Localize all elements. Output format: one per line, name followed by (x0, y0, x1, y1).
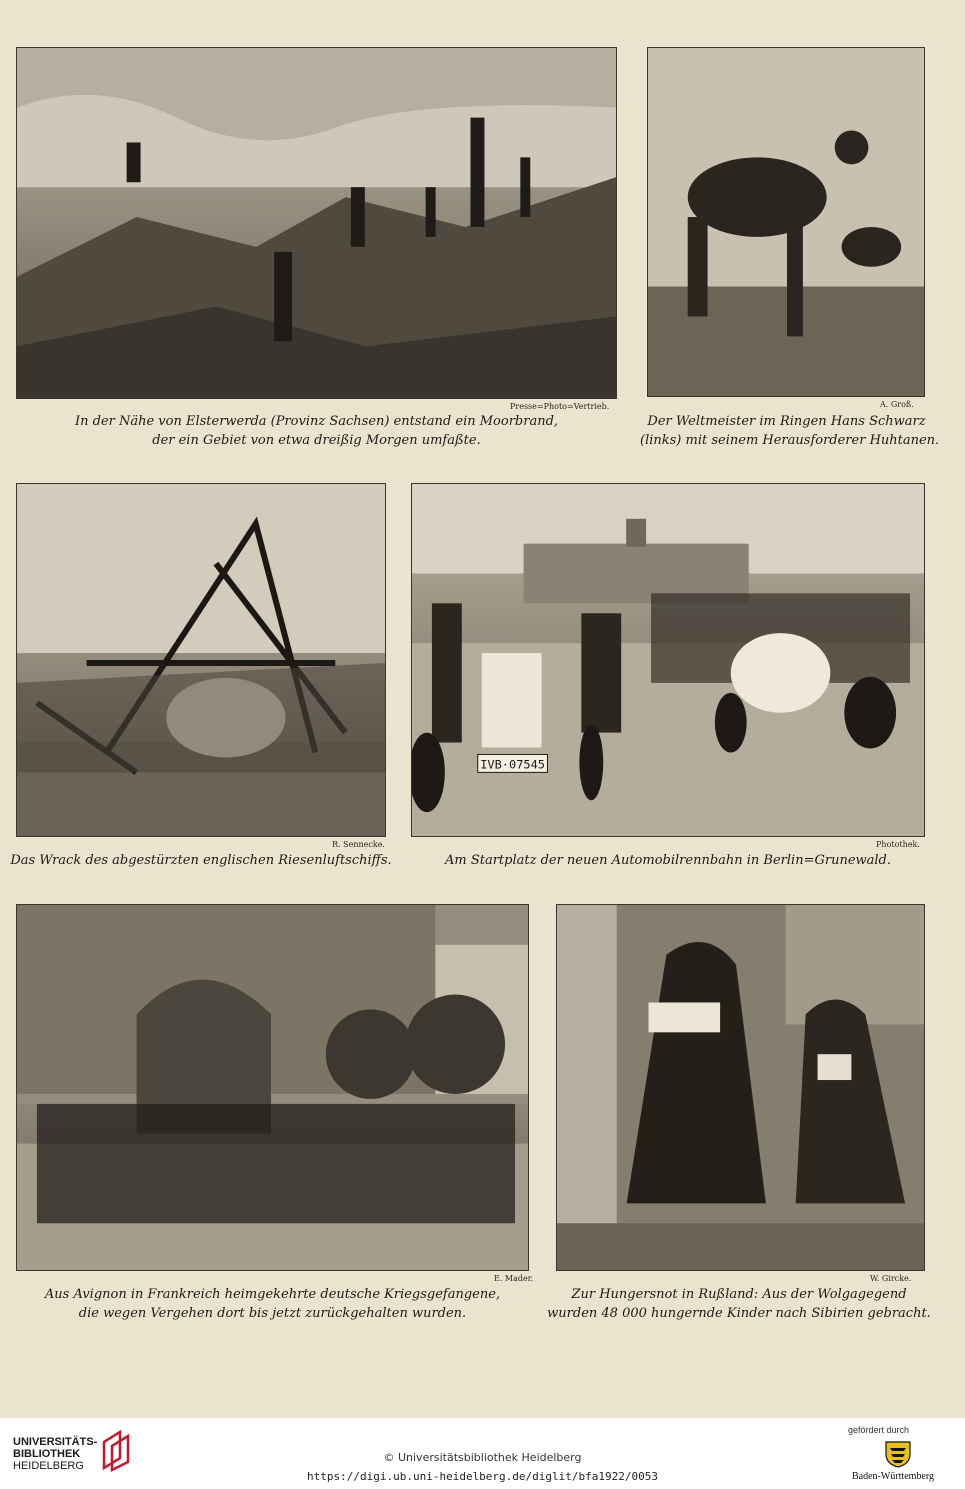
photo-caption (16, 412, 617, 450)
photo-caption (16, 1285, 529, 1323)
caption-line: Der Weltmeister im Ringen Hans Schwarz (647, 414, 926, 429)
photo-credit: Presse=Photo=Vertrieb. (510, 402, 610, 411)
library-name-line: UNIVERSITÄTS- (13, 1436, 98, 1448)
license-plate-text: IVB·07545 (480, 757, 545, 772)
library-name-line: HEIDELBERG (13, 1460, 84, 1472)
caption-line: wurden 48 000 hungernde Kinder nach Sibirien gebracht. (547, 1306, 931, 1321)
caption-line: Das Wrack des abgestürzten englischen Riesenluftschiffs. (10, 853, 392, 868)
baden-wuerttemberg-crest-icon (880, 1438, 916, 1468)
copyright-notice: © Universitätsbibliothek Heidelberg (383, 1451, 582, 1464)
photo-credit: E. Mader. (494, 1274, 534, 1283)
photo-caption (411, 851, 925, 870)
photo-credit: R. Sennecke. (332, 840, 385, 849)
page-url[interactable]: https://digi.ub.uni-heidelberg.de/diglit/bfa1922/0053 (307, 1470, 658, 1483)
photo-caption (10, 851, 392, 870)
photo-airship-wreck (16, 483, 386, 837)
photo-caption (640, 412, 940, 450)
photo-caption (544, 1285, 934, 1323)
photo-credit: A. Groß. (880, 400, 914, 409)
photo-wrestlers (647, 47, 925, 397)
caption-line: die wegen Vergehen dort bis jetzt zurückgehalten wurden. (78, 1306, 467, 1321)
photo-race-track (411, 483, 925, 837)
caption-line: der ein Gebiet von etwa dreißig Morgen umfaßte. (152, 433, 481, 448)
photo-returning-prisoners (16, 904, 529, 1271)
caption-line: Zur Hungersnot in Rußland: Aus der Wolgagegend (571, 1287, 907, 1302)
photo-credit: W. Gircke. (870, 1274, 912, 1283)
photo-credit: Photothek. (876, 840, 920, 849)
library-logo-icon (100, 1428, 134, 1472)
library-name-line: BIBLIOTHEK (13, 1448, 81, 1460)
photo-moor-fire (16, 47, 617, 399)
funded-by-label: gefördert durch (848, 1425, 910, 1435)
photo-famine-children (556, 904, 925, 1271)
caption-line: In der Nähe von Elsterwerda (Provinz Sachsen) entstand ein Moorbrand, (74, 414, 559, 429)
caption-line: (links) mit seinem Herausforderer Huhtanen. (640, 433, 940, 448)
funder-name[interactable]: Baden-Württemberg (852, 1471, 935, 1482)
caption-line: Aus Avignon in Frankreich heimgekehrte deutsche Kriegsgefangene, (44, 1287, 501, 1302)
caption-line: Am Startplatz der neuen Automobilrennbahn in Berlin=Grunewald. (444, 853, 892, 868)
